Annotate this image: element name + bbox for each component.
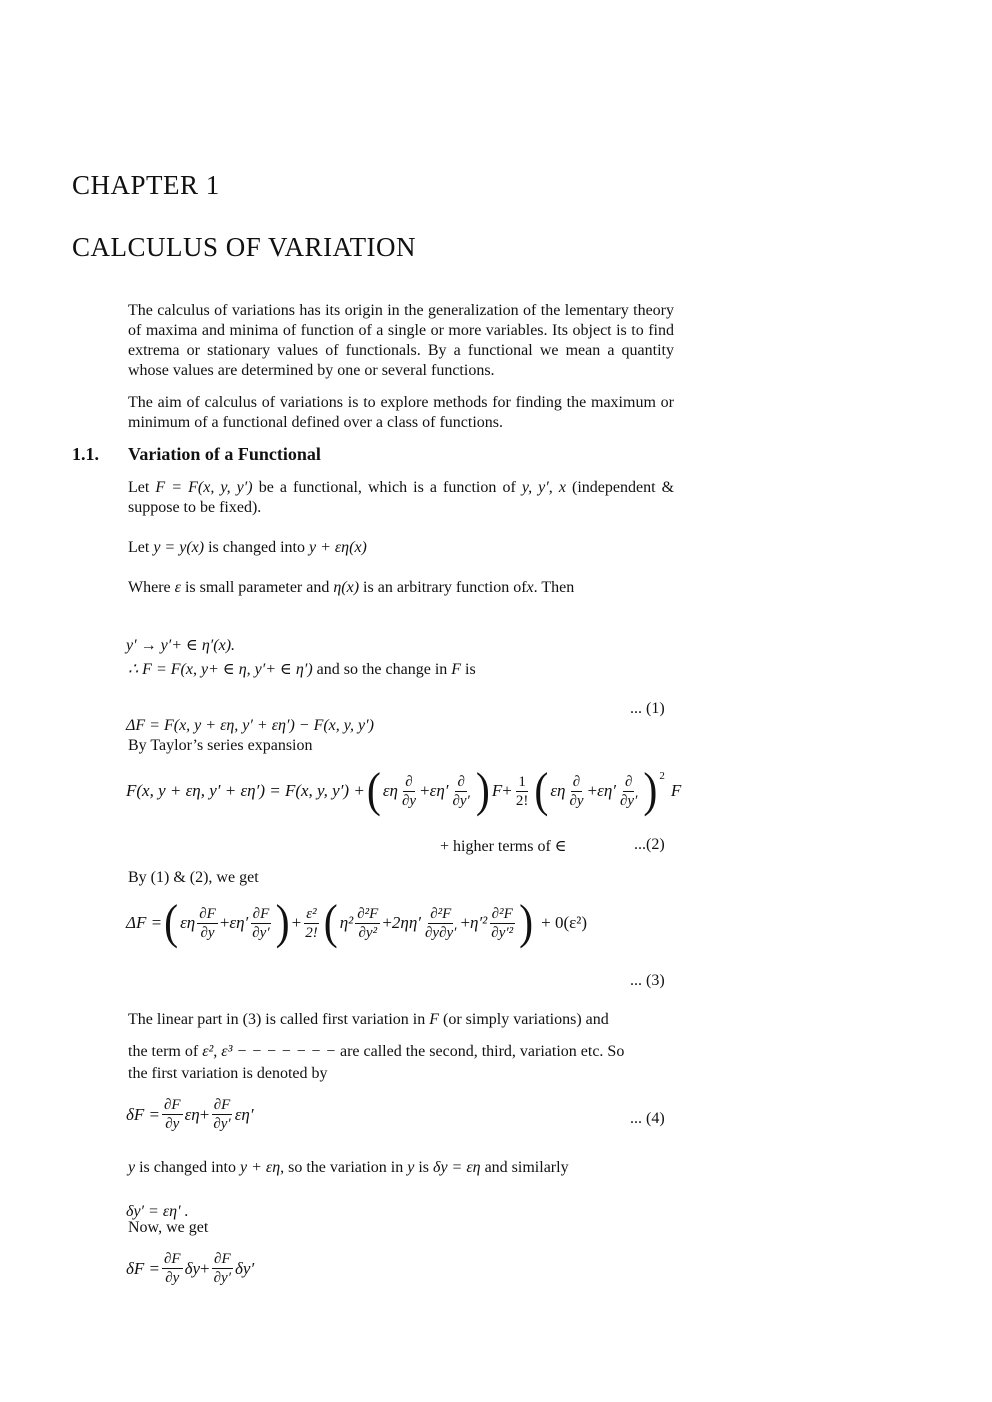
text: the term of	[128, 1043, 199, 1060]
half-factorial-fraction	[514, 773, 531, 810]
numerator: ∂	[572, 773, 581, 790]
text: is changed into	[208, 539, 305, 556]
linear-line-3: the first variation is denoted by	[128, 1065, 328, 1082]
numerator: ∂F	[164, 1097, 181, 1113]
eta-term: εη	[550, 781, 566, 800]
delta-y: δy	[184, 1258, 201, 1278]
numerator: ∂F	[214, 1251, 231, 1267]
partial-fraction	[162, 1096, 183, 1133]
section-title: Variation of a Functional	[128, 444, 321, 464]
eta-term: εη	[382, 781, 398, 800]
text: The linear part in (3) is called first variation in	[128, 1011, 426, 1028]
numerator: ∂F	[164, 1251, 181, 1267]
math: ∴ F = F(x, y+ ∈ η, y′+ ∈ η′)	[128, 661, 313, 678]
etap-term: εη′	[229, 913, 249, 932]
text: is	[418, 1159, 429, 1176]
plus-sign: +	[460, 913, 471, 932]
denominator: ∂y′	[452, 792, 470, 809]
equation-2-number: ...(2)	[634, 836, 665, 853]
equation-3	[126, 896, 588, 950]
ychange-line-2: δy′ = εη′ .	[126, 1203, 189, 1220]
equation-2	[126, 764, 682, 818]
partial-fraction	[211, 1096, 232, 1133]
equation-4-number: ... (4)	[630, 1110, 665, 1127]
denominator: ∂y	[569, 792, 584, 809]
denominator: ∂y′	[213, 1116, 231, 1132]
denominator: ∂y′	[213, 1270, 231, 1286]
equation-1: ΔF = F(x, y + εη, y′ + εη′) − F(x, y, y′)	[126, 717, 374, 734]
equation-1-number: ... (1)	[630, 700, 665, 717]
plus-sign: +	[200, 1258, 210, 1278]
where-line	[128, 578, 674, 598]
denominator: ∂y	[165, 1116, 180, 1132]
eq4-lhs: δF =	[126, 1104, 161, 1124]
equation-3-number: ... (3)	[630, 972, 665, 989]
numerator: ∂²F	[430, 905, 452, 922]
paren-open: (	[164, 896, 179, 950]
partial-fraction	[423, 905, 458, 942]
eta-term: εη	[180, 913, 196, 932]
taylor-line: By Taylor’s series expansion	[128, 737, 313, 754]
denominator: ∂y	[401, 792, 417, 809]
numerator: ∂	[624, 773, 633, 790]
yprime-equation: y′ → y′+ ∈ η′(x).	[126, 637, 236, 654]
math: y + εη	[239, 1159, 281, 1176]
math: F = F(x, y, y′)	[155, 479, 253, 496]
partial-fraction	[212, 1250, 233, 1287]
numerator: ∂F	[252, 905, 270, 922]
math: F	[429, 1011, 440, 1028]
eq2-lhs: F(x, y + εη, y′ + εη′) = F(x, y, y′) +	[126, 781, 365, 800]
let-y-line	[128, 538, 674, 558]
numerator: ∂F	[213, 1097, 231, 1113]
plus-sign: +	[420, 781, 430, 800]
numerator: ∂	[405, 773, 413, 790]
eta-term: εη	[184, 1104, 200, 1124]
etap-term: εη′	[429, 781, 449, 800]
numerator: ε²	[306, 905, 317, 922]
math: y + εη(x)	[308, 539, 367, 556]
math: η(x)	[333, 579, 360, 596]
denominator: ∂y′	[620, 792, 638, 809]
intro-paragraph-2: The aim of calculus of variations is to explore methods for finding the maximum or minimum of a functional defined over a class of functions.	[128, 394, 674, 431]
paren-close: )	[475, 764, 490, 818]
numerator: 1	[518, 773, 526, 790]
partial-fraction	[355, 905, 380, 942]
linear-line-2	[128, 1042, 674, 1062]
math: δy = εη	[433, 1159, 481, 1176]
text: are called the second, third, variation etc. So	[339, 1043, 625, 1060]
text: Where	[128, 579, 171, 596]
eq5-lhs: δF =	[126, 1258, 161, 1278]
plus-sign: +	[219, 913, 230, 932]
text: is small parameter and	[184, 579, 330, 596]
denominator: 2!	[515, 792, 529, 809]
denominator: ∂y∂y′	[425, 924, 457, 941]
text: is an arbitrary function of	[363, 579, 527, 596]
denominator: ∂y²	[358, 924, 378, 941]
equation-2-tail: + higher terms of ∈	[440, 838, 567, 855]
plus-sign: +	[502, 781, 512, 800]
math: y, y′, x	[521, 479, 566, 496]
denominator: ∂y′²	[491, 924, 514, 941]
text: is	[465, 661, 476, 678]
partial-fraction	[197, 905, 218, 942]
partial-fraction	[567, 773, 585, 810]
equation-4	[126, 1096, 254, 1133]
denominator: 2!	[305, 924, 318, 941]
text: and similarly	[484, 1159, 569, 1176]
eq3-lhs: ΔF =	[126, 913, 163, 932]
plus-sign: +	[199, 1104, 210, 1124]
paren-close: )	[643, 764, 658, 818]
math: ε², ε³ − − − − − − −	[202, 1043, 336, 1060]
math: y = y(x)	[153, 539, 205, 556]
eps-factorial-fraction	[303, 905, 320, 942]
two-eta-term: 2ηη′	[391, 913, 422, 932]
math: F	[451, 661, 462, 678]
text: (independent & suppose to be fixed).	[128, 479, 675, 516]
text: is changed into	[139, 1159, 236, 1176]
plus-sign: +	[291, 913, 302, 932]
let-f-paragraph	[128, 478, 674, 518]
math: ε	[174, 579, 181, 596]
text: (or simply variations) and	[443, 1011, 609, 1028]
paren-close: )	[519, 896, 534, 950]
paren-open: (	[366, 764, 381, 818]
paren-open: (	[323, 896, 338, 950]
therefore-line	[128, 660, 674, 680]
now-line: Now, we get	[128, 1219, 209, 1236]
ychange-line	[128, 1158, 674, 1178]
section-number: 1.1.	[72, 444, 99, 464]
partial-fraction	[489, 905, 515, 942]
partial-fraction	[400, 773, 418, 810]
equation-5	[126, 1250, 254, 1287]
intro-paragraph-1: The calculus of variations has its origin in the generalization of the lementary theory of maxima and minima of function of a single or more variables. Its object is to find extrema or stationary values of functionals. By a functional we mean a quantity whose values are determined by one or several functions.	[128, 302, 674, 379]
paren-open: (	[534, 764, 549, 818]
denominator: ∂y	[200, 924, 215, 941]
denominator: ∂y	[165, 1270, 180, 1286]
text: and so the change in	[316, 661, 448, 678]
numerator: ∂²F	[357, 905, 379, 922]
numerator: ∂F	[199, 905, 216, 922]
text: Let	[128, 539, 150, 556]
denominator: ∂y′	[252, 924, 270, 941]
eq3-tail: + 0(ε²)	[541, 913, 588, 932]
chapter-heading: CHAPTER 1	[72, 170, 220, 200]
text: be a functional, which is a function of	[258, 479, 516, 496]
text: . Then	[533, 579, 575, 596]
paren-close: )	[275, 896, 290, 950]
partial-fraction	[162, 1250, 183, 1287]
by12-line: By (1) & (2), we get	[128, 869, 259, 886]
eta2-term: η²	[339, 913, 354, 932]
partial-fraction	[450, 773, 471, 810]
numerator: ∂²F	[491, 905, 513, 922]
f-symbol: F	[670, 781, 682, 800]
text: Let	[128, 479, 150, 496]
etap-term: εη′	[597, 781, 616, 800]
math: x	[526, 579, 534, 596]
numerator: ∂	[457, 773, 465, 790]
plus-sign: +	[382, 913, 392, 932]
etap-term: εη′	[234, 1104, 254, 1124]
partial-fraction	[618, 773, 639, 810]
partial-fraction	[250, 905, 271, 942]
chapter-title: CALCULUS OF VARIATION	[72, 232, 417, 262]
math: y	[128, 1159, 136, 1176]
f-symbol: F	[491, 781, 503, 800]
delta-yp: δy′	[235, 1258, 255, 1278]
square-exponent: 2	[659, 770, 665, 782]
math: y	[407, 1159, 415, 1176]
etap2-term: η′²	[470, 913, 488, 932]
plus-sign: +	[587, 781, 598, 800]
linear-line-1	[128, 1010, 674, 1030]
text: , so the variation in	[280, 1159, 404, 1176]
